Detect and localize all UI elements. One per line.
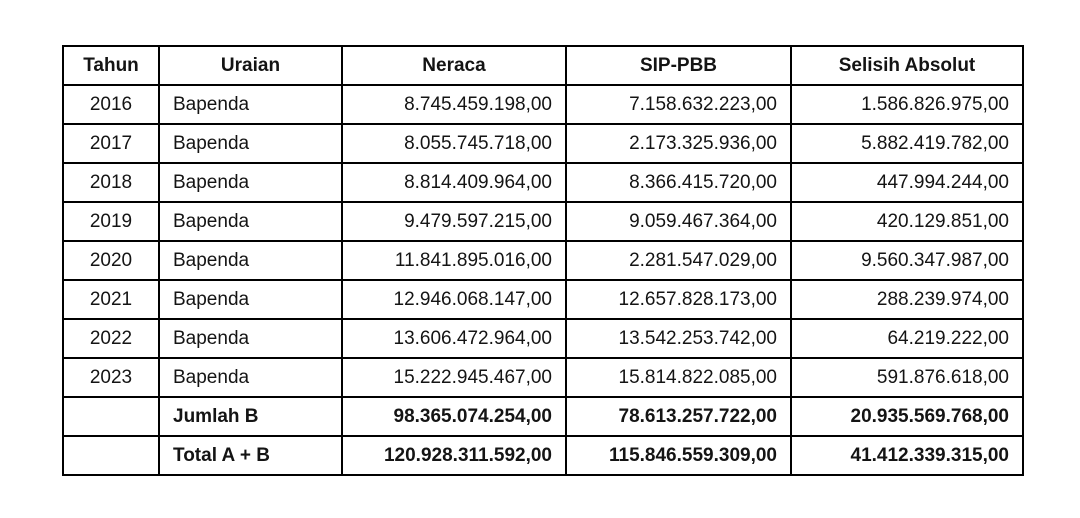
neraca-cell: 8.055.745.718,00	[342, 124, 566, 163]
year-cell: 2020	[63, 241, 159, 280]
neraca-cell: 8.814.409.964,00	[342, 163, 566, 202]
neraca-cell: 13.606.472.964,00	[342, 319, 566, 358]
uraian-cell: Bapenda	[159, 85, 342, 124]
year-cell: 2017	[63, 124, 159, 163]
uraian-cell: Bapenda	[159, 202, 342, 241]
selisih-cell: 64.219.222,00	[791, 319, 1023, 358]
uraian-cell: Bapenda	[159, 241, 342, 280]
selisih-cell: 591.876.618,00	[791, 358, 1023, 397]
selisih-cell: 9.560.347.987,00	[791, 241, 1023, 280]
sip-pbb-cell: 2.173.325.936,00	[566, 124, 791, 163]
selisih-cell: 447.994.244,00	[791, 163, 1023, 202]
sip-pbb-cell: 12.657.828.173,00	[566, 280, 791, 319]
year-cell: 2018	[63, 163, 159, 202]
summary-row	[63, 436, 1023, 475]
sip-pbb-cell: 115.846.559.309,00	[566, 436, 791, 475]
selisih-cell: 5.882.419.782,00	[791, 124, 1023, 163]
uraian-cell: Bapenda	[159, 280, 342, 319]
selisih-cell: 41.412.339.315,00	[791, 436, 1023, 475]
sip-pbb-cell: 2.281.547.029,00	[566, 241, 791, 280]
selisih-cell: 1.586.826.975,00	[791, 85, 1023, 124]
reconciliation-table	[62, 45, 1024, 476]
sip-pbb-cell: 13.542.253.742,00	[566, 319, 791, 358]
sip-pbb-cell: 7.158.632.223,00	[566, 85, 791, 124]
table-row	[63, 319, 1023, 358]
sip-pbb-cell: 9.059.467.364,00	[566, 202, 791, 241]
neraca-cell: 15.222.945.467,00	[342, 358, 566, 397]
selisih-cell: 420.129.851,00	[791, 202, 1023, 241]
selisih-cell: 20.935.569.768,00	[791, 397, 1023, 436]
neraca-cell: 120.928.311.592,00	[342, 436, 566, 475]
neraca-cell: 8.745.459.198,00	[342, 85, 566, 124]
uraian-cell: Total A + B	[159, 436, 342, 475]
neraca-cell: 11.841.895.016,00	[342, 241, 566, 280]
summary-row	[63, 397, 1023, 436]
year-cell	[63, 397, 159, 436]
uraian-cell: Bapenda	[159, 163, 342, 202]
header-neraca: Neraca	[342, 46, 566, 85]
table-row	[63, 202, 1023, 241]
year-cell: 2019	[63, 202, 159, 241]
neraca-cell: 9.479.597.215,00	[342, 202, 566, 241]
selisih-cell: 288.239.974,00	[791, 280, 1023, 319]
year-cell: 2021	[63, 280, 159, 319]
table-row	[63, 358, 1023, 397]
table-row	[63, 241, 1023, 280]
header-row	[63, 46, 1023, 85]
neraca-cell: 98.365.074.254,00	[342, 397, 566, 436]
sip-pbb-cell: 78.613.257.722,00	[566, 397, 791, 436]
uraian-cell: Bapenda	[159, 358, 342, 397]
uraian-cell: Jumlah B	[159, 397, 342, 436]
table-row	[63, 124, 1023, 163]
header-uraian: Uraian	[159, 46, 342, 85]
year-cell	[63, 436, 159, 475]
year-cell: 2022	[63, 319, 159, 358]
header-sip-pbb: SIP-PBB	[566, 46, 791, 85]
header-tahun: Tahun	[63, 46, 159, 85]
table-row	[63, 163, 1023, 202]
reconciliation-table-wrap	[62, 45, 1024, 476]
uraian-cell: Bapenda	[159, 319, 342, 358]
table-row	[63, 85, 1023, 124]
neraca-cell: 12.946.068.147,00	[342, 280, 566, 319]
sip-pbb-cell: 8.366.415.720,00	[566, 163, 791, 202]
uraian-cell: Bapenda	[159, 124, 342, 163]
year-cell: 2016	[63, 85, 159, 124]
year-cell: 2023	[63, 358, 159, 397]
table-row	[63, 280, 1023, 319]
header-selisih-absolut: Selisih Absolut	[791, 46, 1023, 85]
sip-pbb-cell: 15.814.822.085,00	[566, 358, 791, 397]
